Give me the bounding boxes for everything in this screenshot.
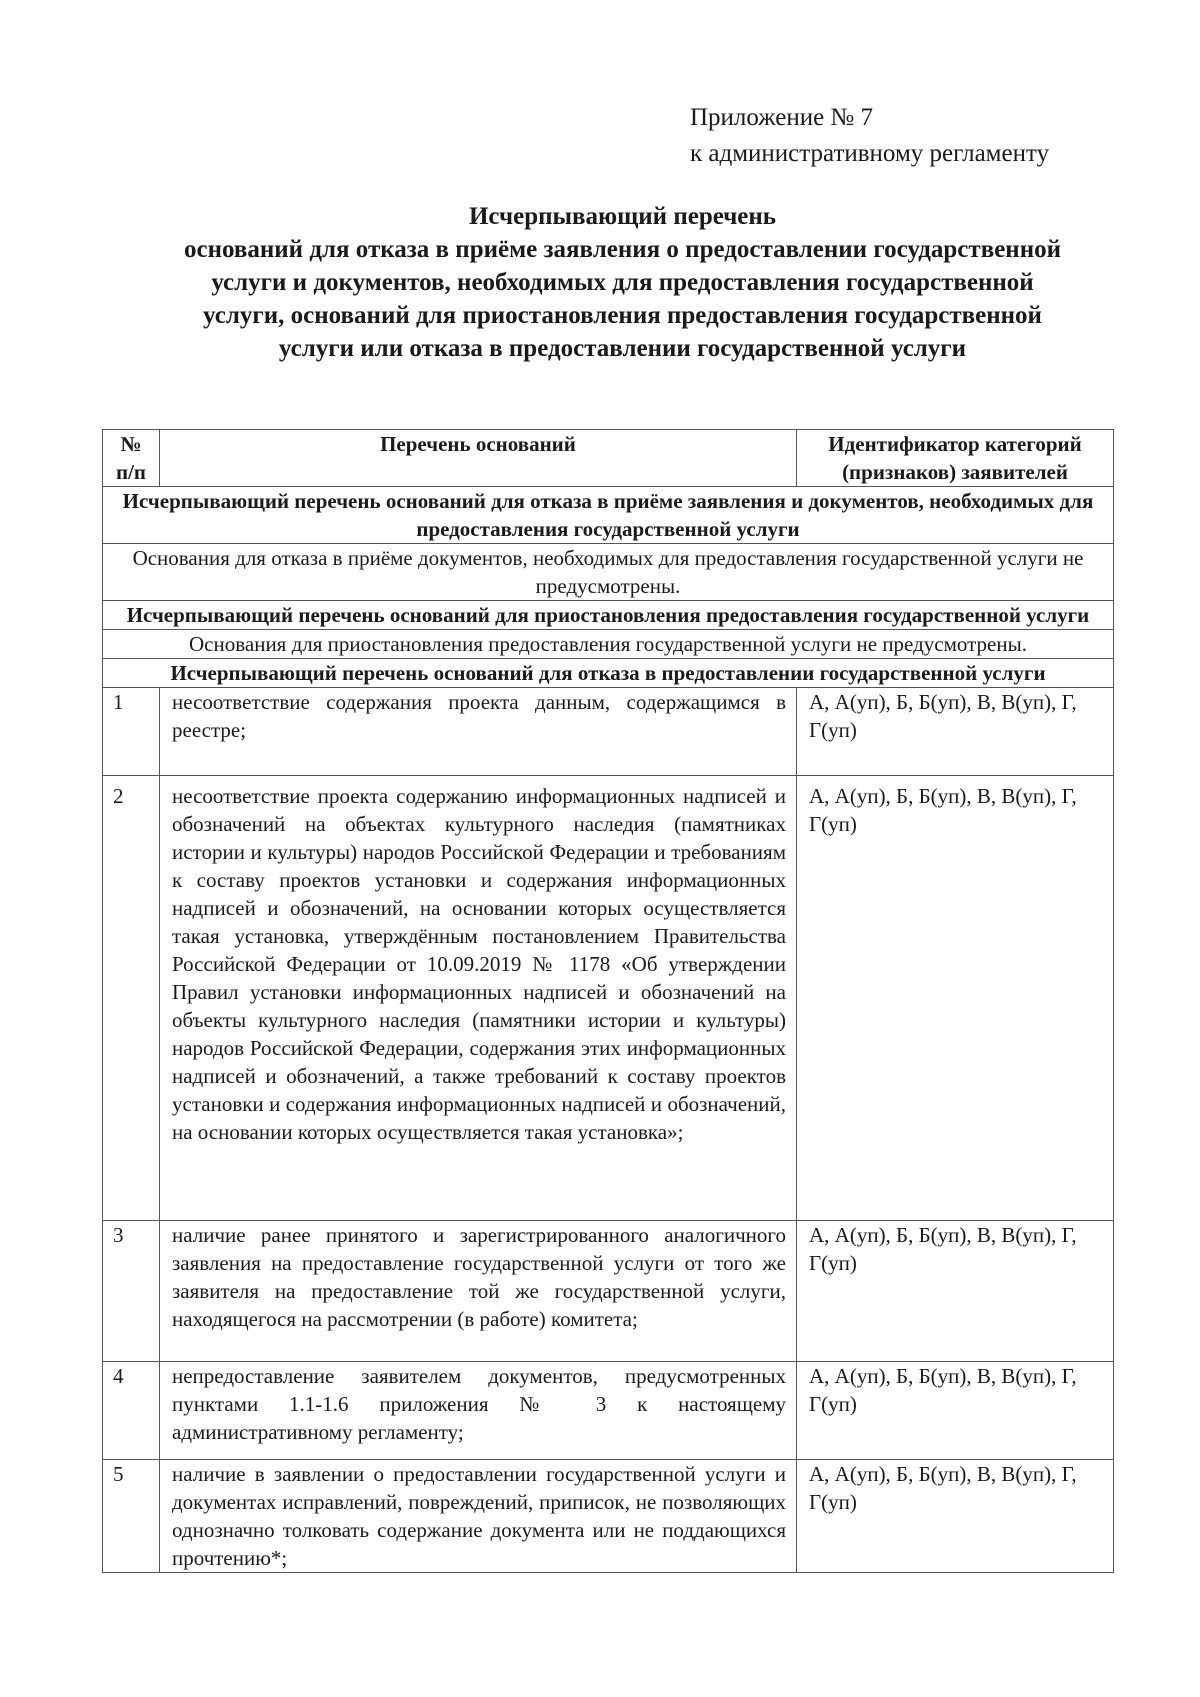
row-number: 5 [103,1460,160,1573]
row-category: А, А(уп), Б, Б(уп), В, В(уп), Г, Г(уп) [797,1362,1114,1460]
row-category: А, А(уп), Б, Б(уп), В, В(уп), Г, Г(уп) [797,1460,1114,1573]
row-text: несоответствие проекта содержанию информационных надписей и обозначений на объектах культурного наследия (памятниках истории и культуры) народов Российской Федерации и требованиям к составу проектов установки и содержания информационных надписей и обозначений, на основании которых осуществляется такая установка, утверждённым постановлением Правительства Российской Федерации от 10.09.2019 № 1178 «Об утверждении Правил установки информационных надписей и обозначений на объекты культурного наследия (памятники истории и культуры) народов Российской Федерации, содержания этих информационных надписей и обозначений, а также требований к составу проектов установки и содержания информационных надписей и обозначений, на основании которых осуществляется такая установка»; [160,776,797,1221]
section-row [103,601,1114,630]
row-number: 2 [103,776,160,1221]
section-row [103,659,1114,688]
row-category: А, А(уп), Б, Б(уп), В, В(уп), Г, Г(уп) [797,688,1114,776]
title-line: услуги и документов, необходимых для предоставления государственной [211,269,1034,296]
row-text: непредоставление заявителем документов, предусмотренных пунктами 1.1-1.6 приложения № 3 к настоящему административному регламенту; [160,1362,797,1460]
appendix-reference: к административному регламенту [690,140,1050,167]
header-num: № п/п [103,430,160,487]
row-text: наличие ранее принятого и зарегистрированного аналогичного заявления на предоставление государственной услуги от того же заявителя на предоставление той же государственной услуги, находящегося на рассмотрении (в работе) комитета; [160,1221,797,1362]
appendix-heading [690,100,1049,172]
section-note: Основания для приостановления предоставления государственной услуги не предусмотрены. [103,630,1114,659]
header-reasons: Перечень оснований [160,430,797,487]
section-row [103,487,1114,544]
title-line: оснований для отказа в приёме заявления о предоставлении государственной [183,236,1061,263]
header-category: Идентификатор категорий (признаков) заявителей [797,430,1114,487]
section-row [103,544,1114,601]
row-number: 1 [103,688,160,776]
title-line: Исчерпывающий перечень [468,203,777,230]
section-title: Исчерпывающий перечень оснований для отказа в предоставлении государственной услуги [103,659,1114,688]
table-row [103,1221,1114,1362]
row-category: А, А(уп), Б, Б(уп), В, В(уп), Г, Г(уп) [797,1221,1114,1362]
row-text: несоответствие содержания проекта данным, содержащимся в реестре; [160,688,797,776]
reasons-table [102,429,1114,1573]
table-row [103,776,1114,1221]
document-title [100,200,1145,365]
table-header-row [103,430,1114,487]
row-category: А, А(уп), Б, Б(уп), В, В(уп), Г, Г(уп) [797,776,1114,1221]
table-row [103,688,1114,776]
section-title: Исчерпывающий перечень оснований для отказа в приёме заявления и документов, необходимых для предоставления государственной услуги [103,487,1114,544]
section-title: Исчерпывающий перечень оснований для приостановления предоставления государственной услуги [103,601,1114,630]
table-row [103,1460,1114,1573]
section-note: Основания для отказа в приёме документов, необходимых для предоставления государственной услуги не предусмотрены. [103,544,1114,601]
row-number: 3 [103,1221,160,1362]
row-number: 4 [103,1362,160,1460]
row-text: наличие в заявлении о предоставлении государственной услуги и документах исправлений, повреждений, приписок, не позволяющих однозначно толковать содержание документа или не поддающихся прочтению*; [160,1460,797,1573]
appendix-number: Приложение № 7 [690,104,874,131]
title-line: услуги или отказа в предоставлении государственной услуги [278,335,967,362]
table-row [103,1362,1114,1460]
title-line: услуги, оснований для приостановления предоставления государственной [203,302,1042,329]
section-row [103,630,1114,659]
